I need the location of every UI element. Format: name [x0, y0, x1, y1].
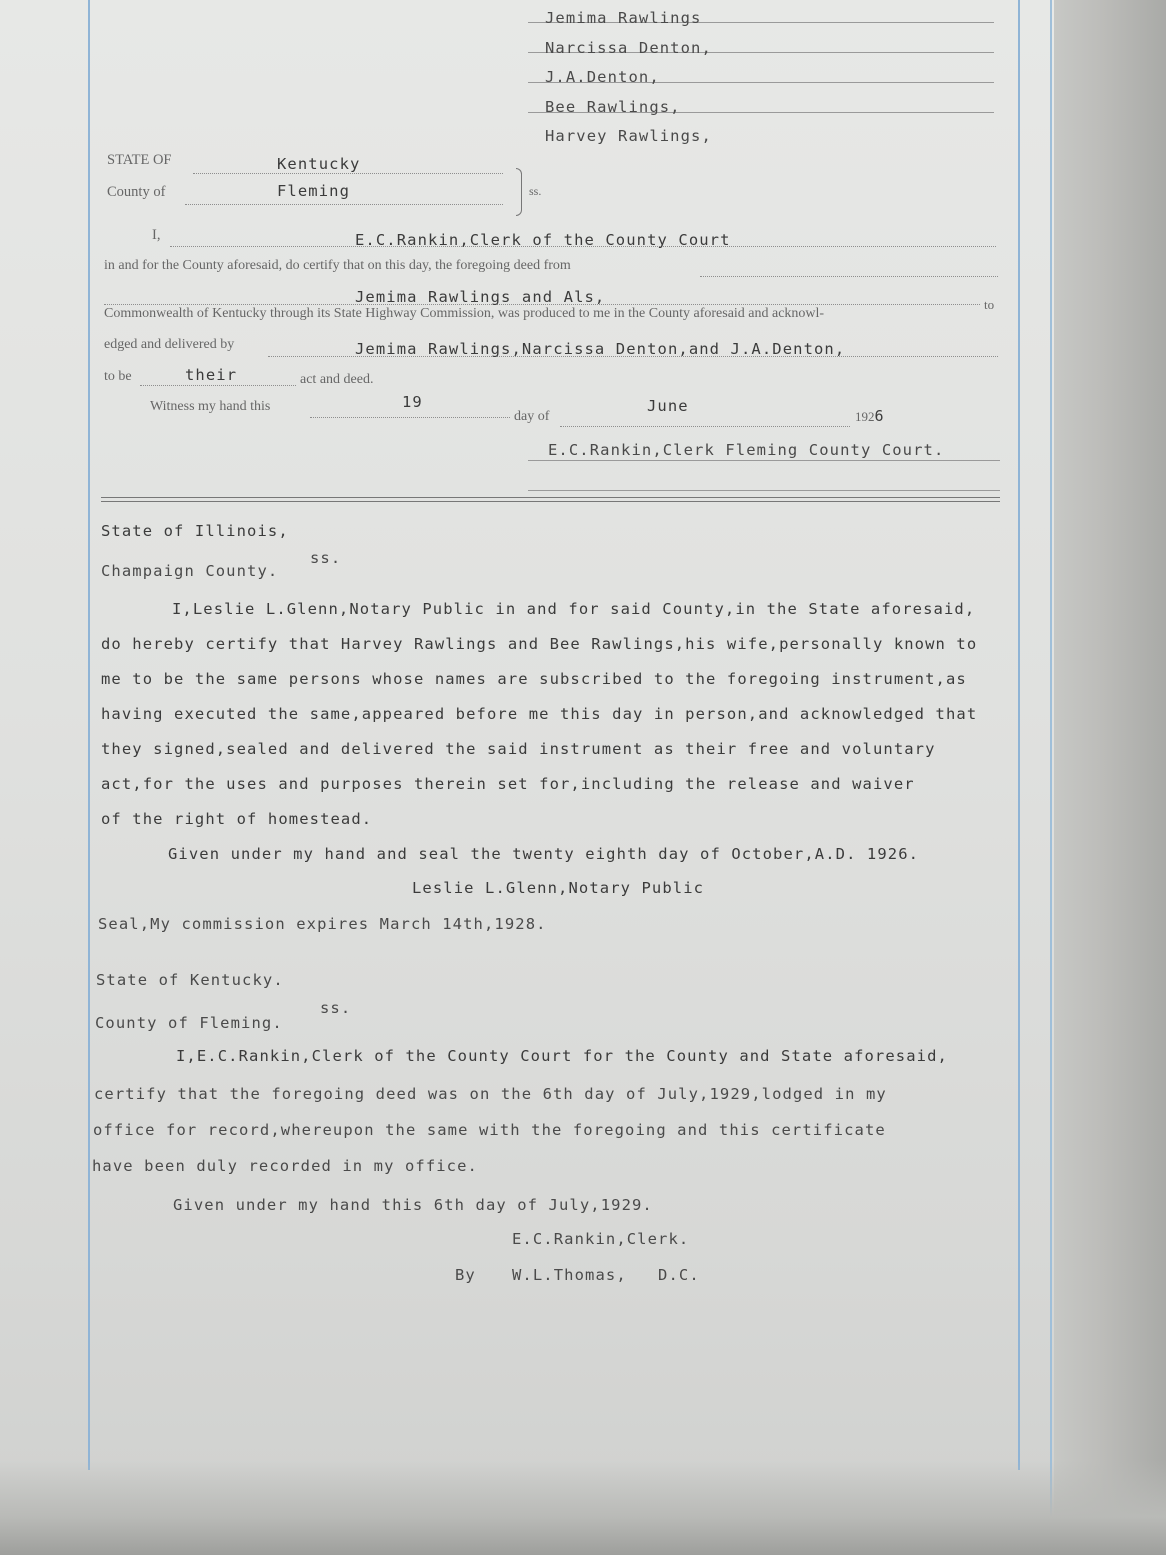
act-and-deed-label: act and deed. [300, 372, 374, 387]
binder-edge [1054, 0, 1166, 1555]
illinois-line: I,Leslie L.Glenn,Notary Public in and for said County,in the State aforesaid, [172, 600, 976, 618]
illinois-line: me to be the same persons whose names are subscribed to the foregoing instrument,as [101, 670, 967, 688]
state-value: Kentucky [277, 155, 361, 173]
kentucky-line: I,E.C.Rankin,Clerk of the County Court for the County and State aforesaid, [176, 1047, 948, 1065]
venue-brace [516, 168, 522, 216]
by-label: By [455, 1266, 476, 1284]
ss-label: ss. [529, 184, 542, 198]
kentucky-line: certify that the foregoing deed was on the 6th day of July,1929,lodged in my [94, 1085, 887, 1103]
section-divider [101, 497, 1000, 502]
notary-seal-commission: Seal,My commission expires March 14th,1928. [98, 915, 547, 933]
i-label: I, [152, 227, 161, 243]
notary-signature: Leslie L.Glenn,Notary Public [412, 879, 705, 897]
illinois-line: of the right of homestead. [101, 810, 373, 828]
clerk-signature: E.C.Rankin,Clerk Fleming County Court. [548, 441, 945, 459]
witness-label: Witness my hand this [150, 399, 271, 414]
acknowledged-label: edged and delivered by [104, 337, 235, 352]
form-line-2: Commonwealth of Kentucky through its State Highway Commission, was produced to me in the County aforesaid and acknowl- [104, 306, 825, 321]
county-fill-line [185, 204, 503, 205]
witness-day-fill-line [310, 417, 510, 418]
state-fill-line [193, 173, 503, 174]
grantor-name: Narcissa Denton, [545, 39, 712, 57]
grantor-name: Jemima Rawlings [545, 9, 702, 27]
right-margin-rule [1018, 0, 1020, 1470]
illinois-state: State of Illinois, [101, 522, 289, 540]
witness-month: June [647, 397, 689, 415]
month-fill-line [560, 426, 850, 427]
year-label [855, 407, 884, 425]
page-bottom-shadow [0, 1460, 1166, 1555]
to-be-fill-line [140, 385, 296, 386]
deed-from-value: Jemima Rawlings and Als, [355, 288, 606, 306]
grantor-name: Harvey Rawlings, [545, 127, 712, 145]
signature-line-2 [528, 490, 1000, 491]
illinois-line: act,for the uses and purposes therein set for,including the release and waiver [101, 775, 915, 793]
grantor-name: Bee Rawlings, [545, 98, 681, 116]
acknowledged-by-value: Jemima Rawlings,Narcissa Denton,and J.A.Denton, [355, 340, 846, 358]
illinois-line: having executed the same,appeared before me this day in person,and acknowledged that [101, 705, 978, 723]
kentucky-given: Given under my hand this 6th day of July,1929. [173, 1196, 653, 1214]
signature-line [528, 460, 1000, 461]
kentucky-state: State of Kentucky. [96, 971, 284, 989]
county-of-label: County of [107, 184, 166, 200]
to-be-value: their [185, 366, 238, 384]
kentucky-ss: ss. [320, 999, 352, 1017]
grantor-name: J.A.Denton, [545, 68, 660, 86]
illinois-county: Champaign County. [101, 562, 279, 580]
outer-margin-rule [1050, 0, 1052, 1555]
witness-day: 19 [402, 393, 423, 411]
left-margin-rule [88, 0, 90, 1470]
kentucky-line: office for record,whereupon the same with the foregoing and this certificate [93, 1121, 886, 1139]
kentucky-county: County of Fleming. [95, 1014, 283, 1032]
state-of-label: STATE OF [107, 152, 172, 168]
kentucky-clerk-signature: E.C.Rankin,Clerk. [512, 1230, 690, 1248]
clerk-name: E.C.Rankin,Clerk of the County Court [355, 231, 731, 249]
year-typed: 6 [874, 407, 884, 425]
illinois-ss: ss. [310, 549, 342, 567]
day-of-label: day of [514, 409, 550, 424]
deputy-clerk-signature: W.L.Thomas, D.C. [512, 1266, 700, 1284]
deed-from-fill-line [700, 276, 998, 277]
to-be-label: to be [104, 369, 132, 384]
illinois-line: do hereby certify that Harvey Rawlings and Bee Rawlings,his wife,personally known to [101, 635, 978, 653]
form-line-1: in and for the County aforesaid, do certify that on this day, the foregoing deed from [104, 258, 571, 273]
county-value: Fleming [277, 182, 351, 200]
kentucky-line: have been duly recorded in my office. [92, 1157, 478, 1175]
to-label: to [984, 297, 995, 312]
illinois-line: they signed,sealed and delivered the said instrument as their free and voluntary [101, 740, 936, 758]
year-printed: 192 [855, 409, 875, 424]
illinois-given: Given under my hand and seal the twenty eighth day of October,A.D. 1926. [168, 845, 920, 863]
